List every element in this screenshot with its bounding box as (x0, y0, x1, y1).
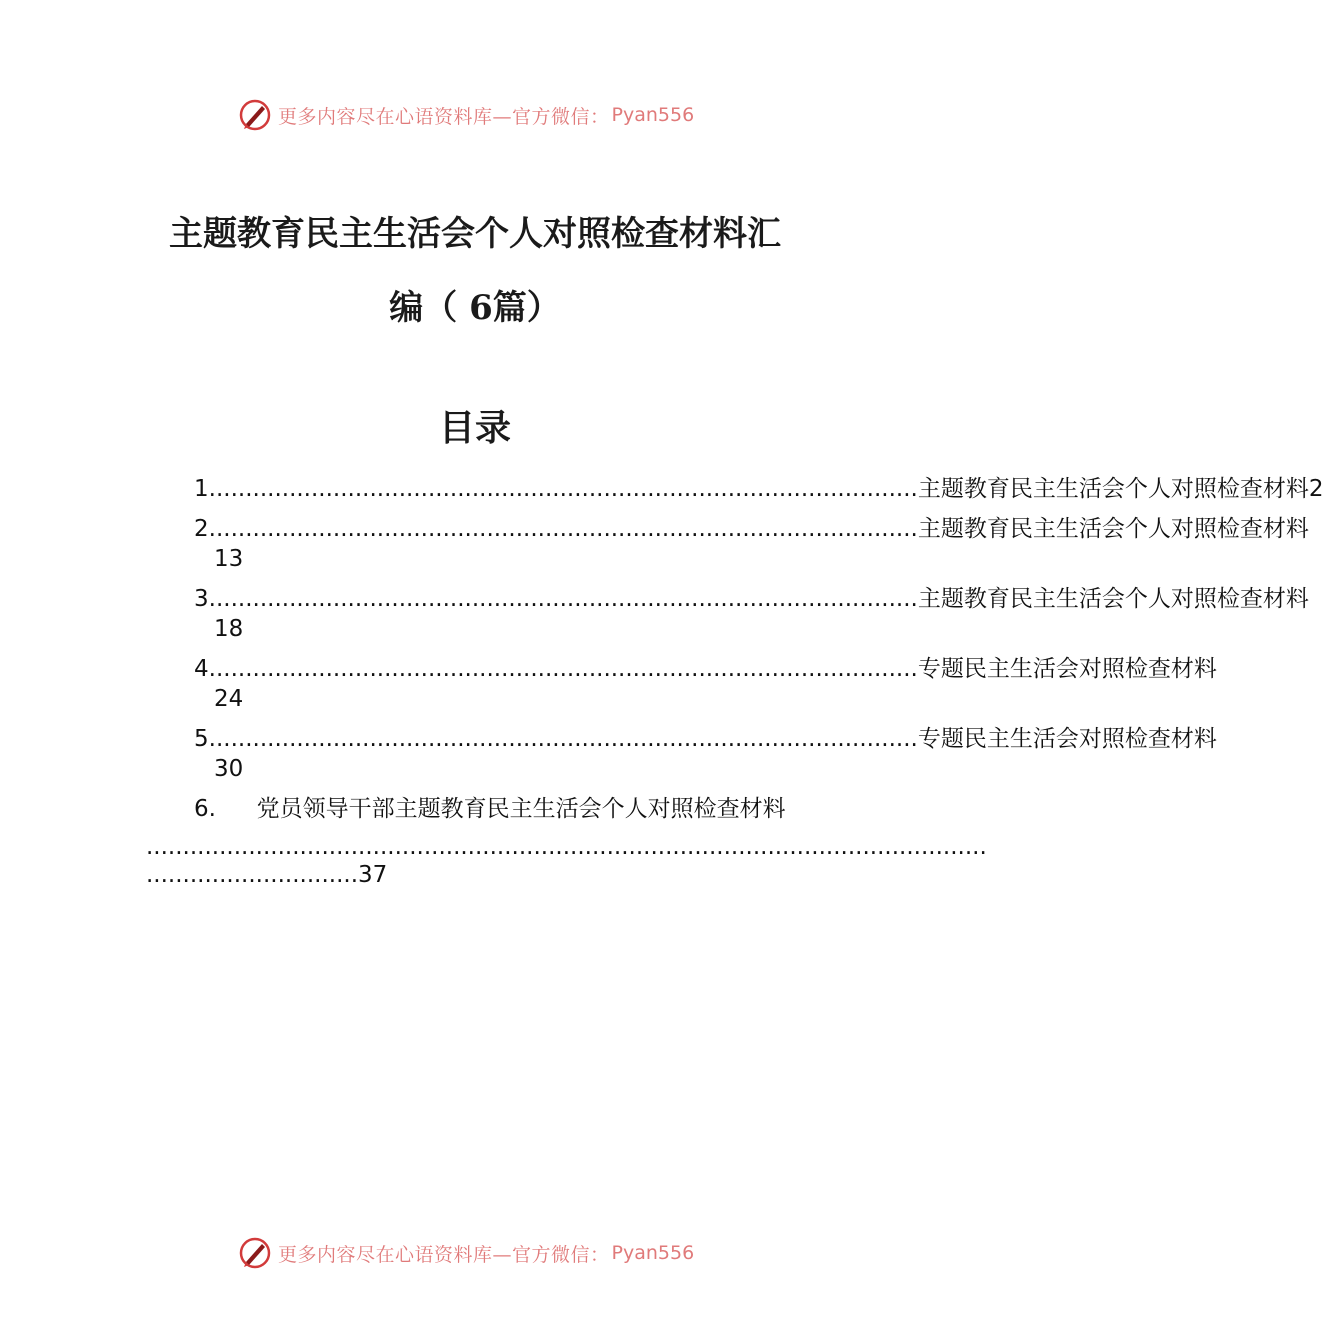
toc-entry-number: 6. (194, 796, 216, 822)
toc-leader-dots (216, 654, 918, 684)
banner-wechat-id: Pyan556 (611, 104, 695, 126)
toc-entry-number: 4. (194, 656, 216, 682)
toc-entry-number: 1. (194, 476, 216, 502)
toc-leader-dots (216, 514, 918, 544)
toc-entry-number: 2. (194, 516, 216, 542)
pen-logo-icon (238, 1236, 272, 1270)
toc-entry-6-page-line (146, 860, 387, 890)
toc-entry-number: 5. (194, 726, 216, 752)
banner-text: 更多内容尽在心语资料库—官方微信： (278, 105, 610, 128)
toc-leader-dots: ............................. (146, 862, 359, 888)
toc-leader-dots (216, 724, 918, 754)
banner-wechat-id: Pyan556 (611, 1242, 695, 1264)
toc-entry-page: 13 (214, 546, 244, 572)
toc-heading: 目录 (438, 407, 511, 449)
document-title-line2: 编（ 6篇） (389, 288, 561, 328)
toc-entry-page: 37 (358, 862, 388, 888)
toc-entry-number: 3. (194, 586, 216, 612)
toc-entry-page: 2 (1308, 476, 1323, 502)
toc-entry-title: 主题教育民主生活会个人对照检查材料 (917, 516, 1309, 542)
toc-entry-title: 主题教育民主生活会个人对照检查材料 (917, 586, 1309, 612)
toc-entry-page: 18 (214, 616, 244, 642)
toc-entry-page: 30 (214, 756, 244, 782)
toc-entry-title: 专题民主生活会对照检查材料 (917, 656, 1217, 682)
toc-entry-3[interactable] (194, 584, 1309, 614)
header-banner (238, 95, 694, 135)
document-title-line1: 主题教育民主生活会个人对照检查材料汇 (169, 214, 781, 254)
footer-banner (238, 1233, 694, 1273)
toc-entry-6[interactable] (194, 794, 786, 824)
toc-entry-title: 党员领导干部主题教育民主生活会个人对照检查材料 (256, 796, 786, 822)
toc-leader-dots (216, 474, 918, 504)
toc-entry-1[interactable] (194, 474, 1323, 504)
toc-entry-page: 24 (214, 686, 244, 712)
toc-entry-5[interactable] (194, 724, 1217, 754)
toc-entry-2[interactable] (194, 514, 1309, 544)
toc-leader-dots: ................................................................................................................... (146, 834, 987, 860)
toc-entry-4[interactable] (194, 654, 1217, 684)
toc-leader-dots (216, 584, 918, 614)
pen-logo-icon (238, 98, 272, 132)
toc-entry-title: 主题教育民主生活会个人对照检查材料 (917, 476, 1309, 502)
banner-text: 更多内容尽在心语资料库—官方微信： (278, 1243, 610, 1266)
toc-entry-title: 专题民主生活会对照检查材料 (917, 726, 1217, 752)
